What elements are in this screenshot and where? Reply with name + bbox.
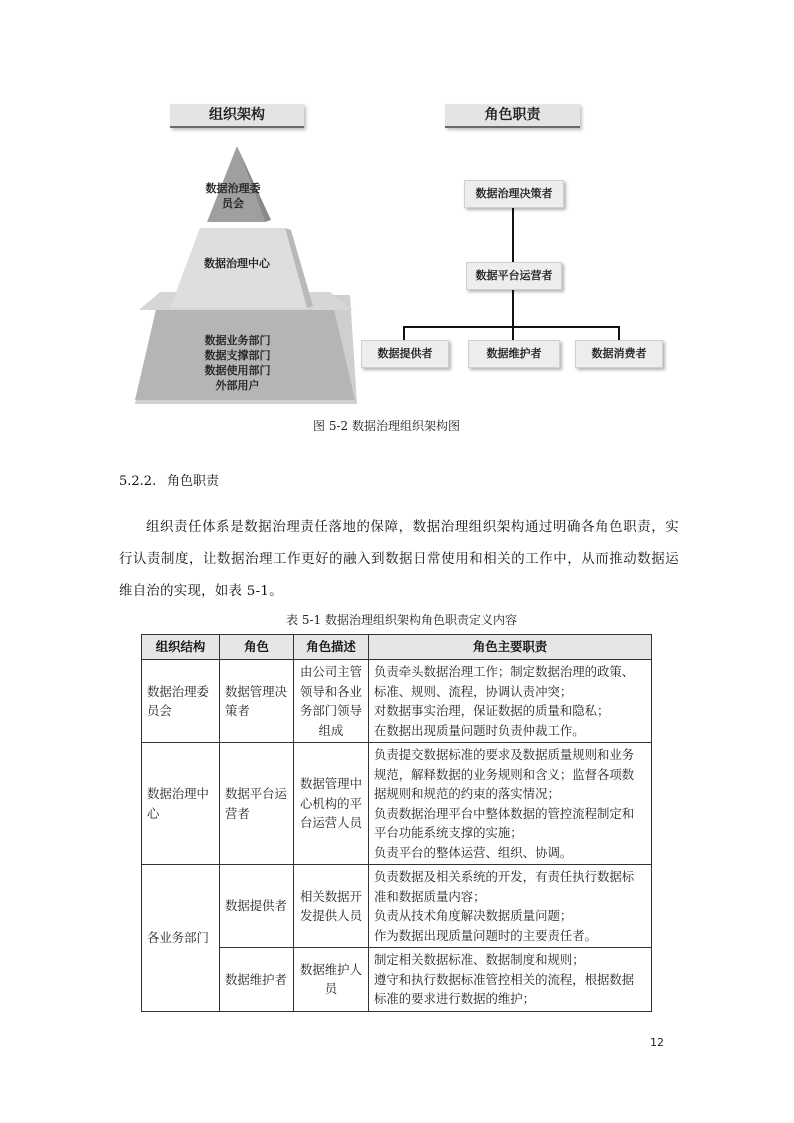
cell-role: 数据维护者 bbox=[220, 948, 294, 1012]
cell-duties bbox=[369, 948, 652, 1012]
cell-desc: 数据维护人员 bbox=[294, 948, 369, 1012]
duty-line: 在数据出现质量问题时负责仲裁工作。 bbox=[374, 722, 585, 738]
roles-table bbox=[141, 634, 652, 1012]
role-box-consumer: 数据消费者 bbox=[575, 340, 663, 368]
cell-desc: 由公司主管领导和各业务部门领导组成 bbox=[294, 660, 369, 743]
table-header-row bbox=[142, 635, 652, 660]
page-number: 12 bbox=[650, 1036, 664, 1049]
role-duties-header: 角色职责 bbox=[445, 104, 580, 128]
section-number: 5.2.2. bbox=[119, 474, 157, 489]
duty-line: 负责数据治理平台中整体数据的管控流程制定和平台功能系统支撑的实施； bbox=[374, 805, 635, 840]
duty-line: 负责平台的整体运营、组织、协调。 bbox=[374, 844, 573, 860]
duty-line: 负责从技术角度解决数据质量问题； bbox=[374, 908, 573, 923]
duty-line: 负责牵头数据治理工作；制定数据治理的政策、标准、规则、流程，协调认责冲突； bbox=[374, 664, 635, 699]
header-duties: 角色主要职责 bbox=[369, 635, 652, 660]
cell-desc: 相关数据开发提供人员 bbox=[294, 865, 369, 948]
duty-line: 负责提交数据标准的要求及数据质量规则和业务规范，解释数据的业务规则和含义；监督各项数据规则和规范的约束的落实情况； bbox=[374, 747, 635, 801]
role-box-operator: 数据平台运营者 bbox=[466, 262, 562, 290]
intro-paragraph: 组织责任体系是数据治理责任落地的保障，数据治理组织架构通过明确各角色职责，实行认责制度，让数据治理工作更好的融入到数据日常使用和相关的工作中，从而推动数据运维自治的实现，如表 5-1。 bbox=[119, 520, 679, 599]
cell-duties bbox=[369, 865, 652, 948]
cell-role: 数据平台运营者 bbox=[220, 743, 294, 865]
pyramid-label-center: 数据治理中心 bbox=[204, 257, 270, 270]
pyramid-bottom-line: 数据业务部门 bbox=[204, 334, 271, 347]
duty-line: 对数据事实治理，保证数据的质量和隐私； bbox=[374, 703, 610, 718]
table-row bbox=[142, 743, 652, 865]
cell-org: 数据治理中心 bbox=[142, 743, 220, 865]
cell-role: 数据管理决策者 bbox=[220, 660, 294, 743]
pyramid-bottom-line: 数据支撑部门 bbox=[204, 349, 271, 362]
duty-line: 负责数据及相关系统的开发，有责任执行数据标准和数据质量内容； bbox=[374, 869, 635, 904]
pyramid-bottom-line: 数据使用部门 bbox=[204, 364, 271, 377]
pyramid-bottom-line: 外部用户 bbox=[215, 379, 260, 392]
duty-line: 制定相关数据标准、数据制度和规则； bbox=[374, 952, 585, 967]
pyramid-label-committee: 数据治理委员会 bbox=[205, 182, 261, 210]
duty-line: 遵守和执行数据标准管控相关的流程，根据数据标准的要求进行数据的维护； bbox=[374, 971, 635, 1006]
table-row bbox=[142, 660, 652, 743]
cell-org: 各业务部门 bbox=[142, 865, 220, 1012]
org-structure-header: 组织架构 bbox=[170, 104, 304, 128]
cell-desc: 数据管理中心机构的平台运营人员 bbox=[294, 743, 369, 865]
table-caption: 表 5-1 数据治理组织架构角色职责定义内容 bbox=[286, 613, 517, 627]
cell-org: 数据治理委员会 bbox=[142, 660, 220, 743]
figure-caption: 图 5-2 数据治理组织架构图 bbox=[313, 419, 460, 433]
header-org: 组织结构 bbox=[142, 635, 220, 660]
duty-line: 作为数据出现质量问题时的主要责任者。 bbox=[374, 927, 598, 943]
table-row bbox=[142, 865, 652, 948]
section-title: 角色职责 bbox=[167, 474, 220, 489]
header-desc: 角色描述 bbox=[294, 635, 369, 660]
cell-duties bbox=[369, 743, 652, 865]
cell-duties bbox=[369, 660, 652, 743]
role-box-maintainer: 数据维护者 bbox=[468, 340, 560, 368]
role-box-provider: 数据提供者 bbox=[361, 340, 449, 368]
cell-role: 数据提供者 bbox=[220, 865, 294, 948]
header-role: 角色 bbox=[220, 635, 294, 660]
role-box-decision-maker: 数据治理决策者 bbox=[464, 180, 564, 208]
